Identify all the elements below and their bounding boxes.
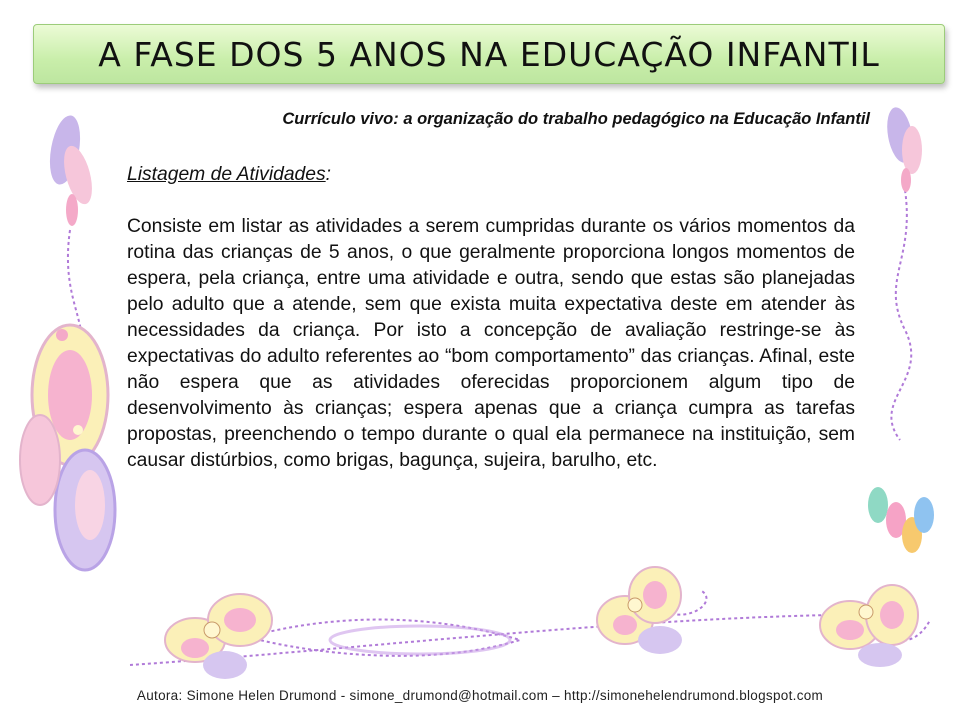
butterfly-top-left-icon (45, 113, 97, 226)
colored-buttons-icon (868, 487, 934, 553)
butterfly-bottom-left-icon (165, 594, 272, 679)
butterfly-bottom-middle-icon (597, 567, 682, 654)
body-paragraph: Consiste em listar as atividades a serem cumpridas durante os vários momentos da rotina das crianças de 5 anos, o que geralmente proporciona longos momentos de espera, pela criança, entre uma atividade e outra, sendo que estas são planejadas pelo adulto que a atende, sem que exista muita expectativa deste em atender às necessidades da criança. Por isto a concepção de avaliação restringe-se às expectativas do adulto referentes ao “bom comportamento” das crianças. Afinal, este não espera que as atividades oferecidas proporcionem algum tipo de desenvolvimento às crianças; espera apenas que a criança cumpra as tarefas propostas, preenchendo o tempo durante o qual ela permanece na instituição, sem causar distúrbios, como brigas, bagunça, sujeira, barulho, etc. (127, 216, 855, 471)
section-heading (127, 162, 855, 188)
title-banner (33, 24, 945, 84)
section-heading-text: Listagem de Atividades (127, 164, 326, 185)
butterfly-top-right-icon (883, 105, 922, 192)
section-heading-colon: : (325, 164, 331, 185)
page-title: A FASE DOS 5 ANOS NA EDUCAÇÃO INFANTIL (98, 34, 880, 74)
subtitle: Currículo vivo: a organização do trabalho pedagógico na Educação Infantil (282, 110, 870, 128)
main-content (127, 162, 855, 474)
footer-credits: Autora: Simone Helen Drumond - simone_drumond@hotmail.com – http://simonehelendrumond.blogspot.com (136, 688, 824, 703)
butterfly-left-large-icon (20, 325, 115, 570)
butterfly-bottom-right-icon (820, 585, 918, 667)
